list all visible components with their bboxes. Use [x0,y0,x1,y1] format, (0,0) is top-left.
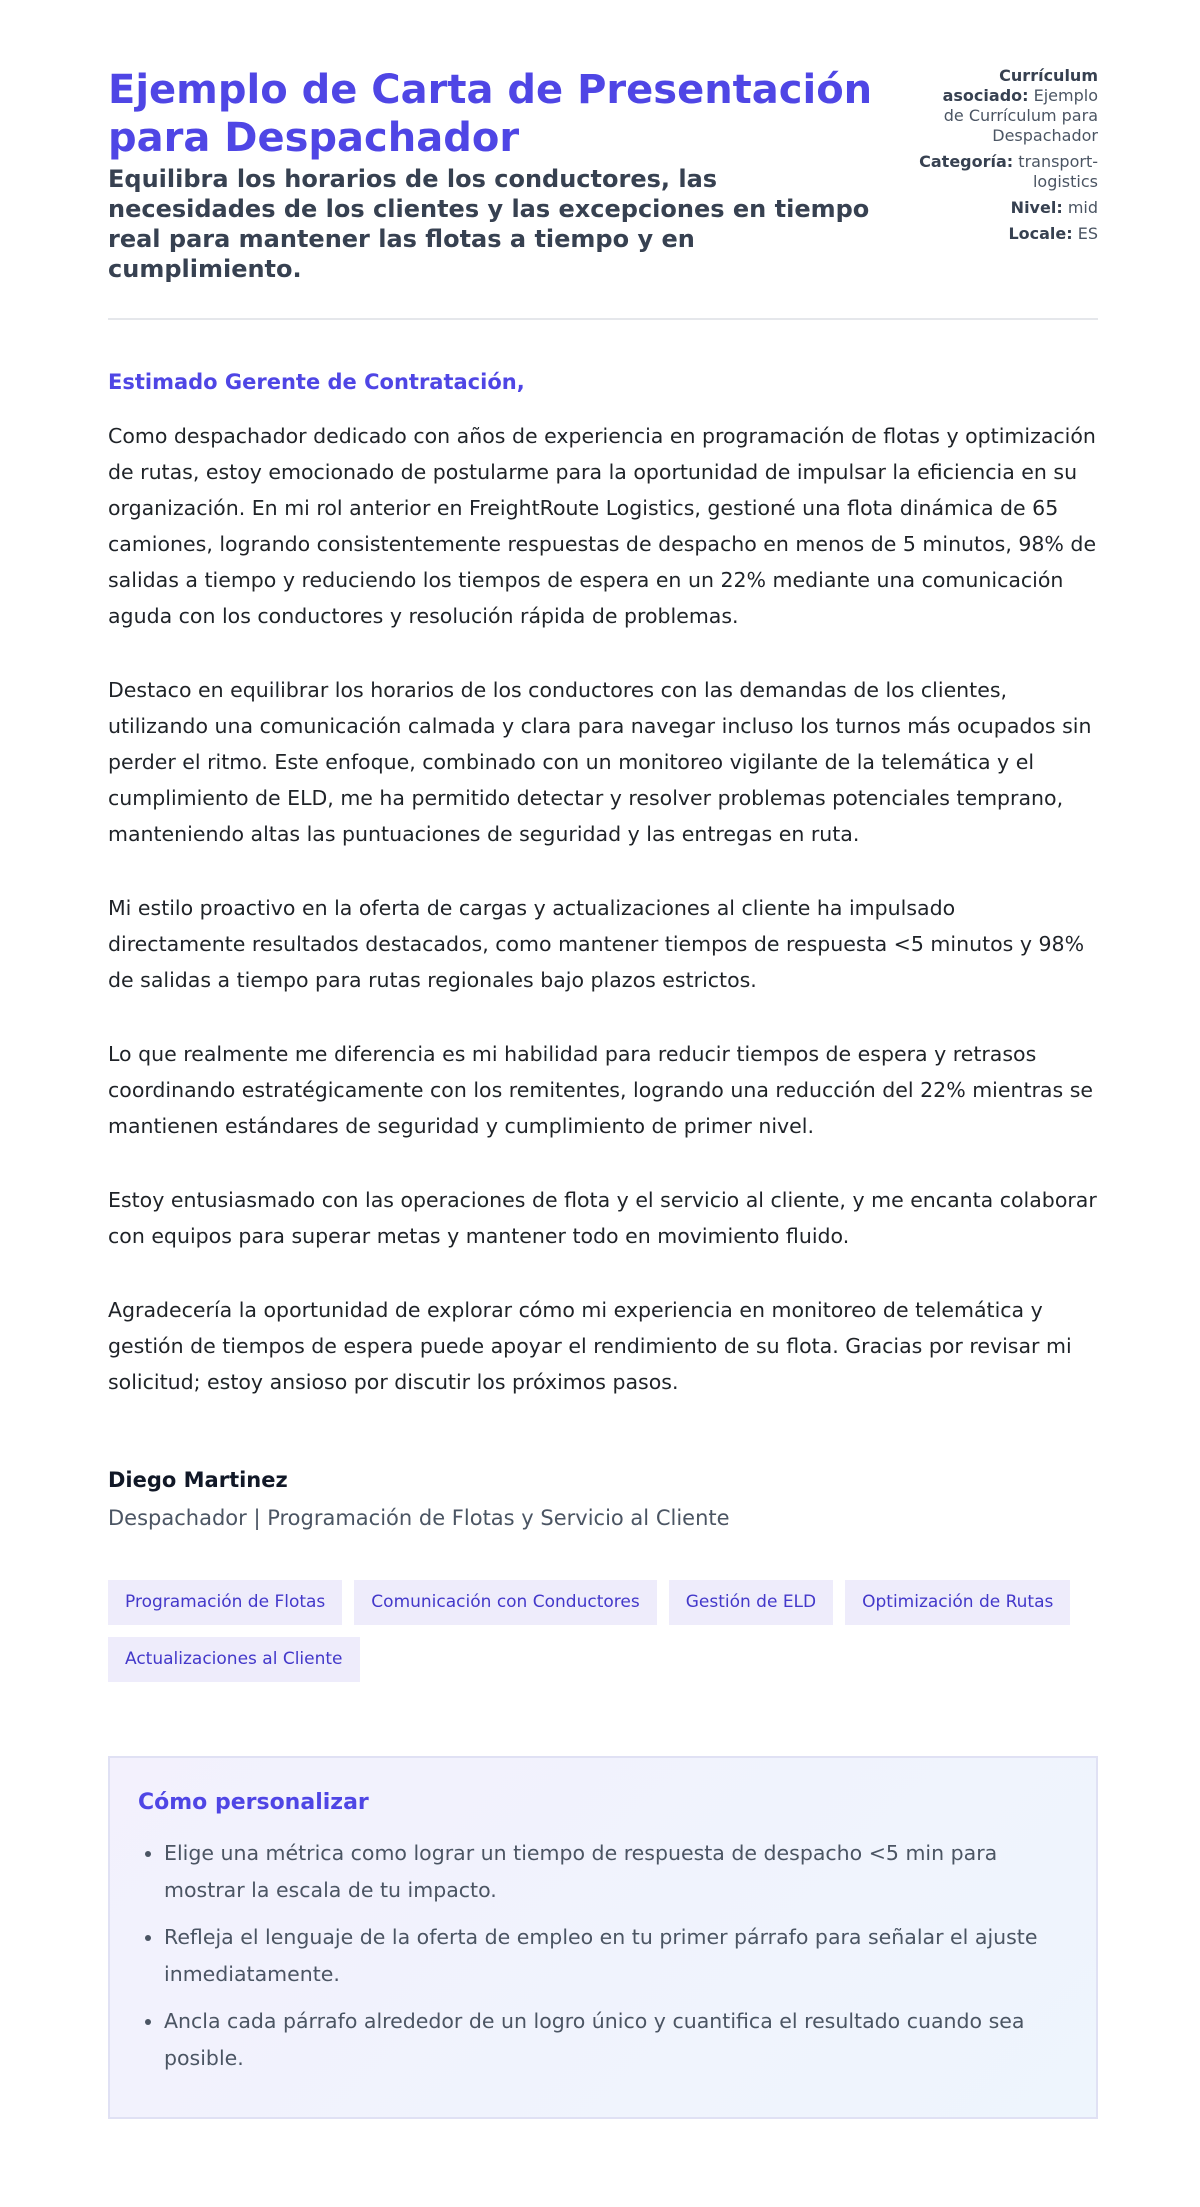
letter-paragraph: Destaco en equilibrar los horarios de los conductores con las demandas de los clientes, utilizando una comunicación calmada y clara para navegar incluso los turnos más ocupados sin perder el ritmo. Este enfoque, combinado con un monitoreo vigilante de la telemática y el cumplimiento de ELD, me ha permitido detectar y resolver problemas potenciales temprano, manteniendo altas las puntuaciones de seguridad y las entregas en ruta. [108,678,1092,846]
meta-level [918,198,1098,218]
meta-resume-value: Ejemplo de Currículum para Despachador [943,86,1098,145]
meta-panel [918,66,1098,250]
tip-item: • Ancla cada párrafo alrededor de un logro único y cuantifica el resultado cuando sea posible. [164,2003,1068,2076]
page-subtitle: Equilibra los horarios de los conductores, las necesidades de los clientes y las excepciones en tiempo real para mantener las flotas a tiempo y en cumplimiento. [108,165,870,283]
skill-tag: Gestión de ELD [669,1580,833,1625]
letter-paragraph: Lo que realmente me diferencia es mi habilidad para reducir tiempos de espera y retrasos coordinando estratégicamente con los remitentes, logrando una reducción del 22% mientras se mantienen estándares de seguridad y cumplimiento de primer nivel. [108,1042,1093,1138]
letter-paragraph: Mi estilo proactivo en la oferta de cargas y actualizaciones al cliente ha impulsado directamente resultados destacados, como mantener tiempos de respuesta <5 minutos y 98% de salidas a tiempo para rutas regionales bajo plazos estrictos. [108,896,1085,992]
letter-paragraph: Agradecería la oportunidad de explorar cómo mi experiencia en monitoreo de telemática y gestión de tiempos de espera puede apoyar el rendimiento de su flota. Gracias por revisar mi solicitud; estoy ansioso por discutir los próximos pasos. [108,1298,1072,1394]
title-block [108,66,888,284]
skill-tag: Actualizaciones al Cliente [108,1637,360,1682]
signature-name: Diego Martinez [108,1468,288,1492]
cover-letter-page [108,66,1098,2119]
meta-category-label: Categoría: [919,152,1014,171]
signature [108,1468,1098,1530]
meta-locale-value: ES [1077,224,1098,243]
page-title: Ejemplo de Carta de Presentación para Despachador [108,67,873,161]
meta-locale [918,224,1098,244]
tip-item: • Elige una métrica como lograr un tiempo de respuesta de despacho <5 min para mostrar la escala de tu impacto. [164,1835,1068,1908]
skill-tags [108,1580,1098,1682]
greeting: Estimado Gerente de Contratación, [108,370,525,394]
meta-locale-label: Locale: [1008,224,1073,243]
tips-title: Cómo personalizar [138,1790,369,1815]
signature-role: Despachador | Programación de Flotas y Servicio al Cliente [108,1506,730,1530]
letter-body [108,370,1098,1400]
meta-level-value: mid [1067,198,1098,217]
letter-paragraph: Estoy entusiasmado con las operaciones de flota y el servicio al cliente, y me encanta colaborar con equipos para superar metas y mantener todo en movimiento fluido. [108,1188,1097,1248]
letter-paragraph: Como despachador dedicado con años de experiencia en programación de flotas y optimización de rutas, estoy emocionado de postularme para la oportunidad de impulsar la eficiencia en su organización. En mi rol anterior en FreightRoute Logistics, gestioné una flota dinámica de 65 camiones, logrando consistentemente respuestas de despacho en menos de 5 minutos, 98% de salidas a tiempo y reduciendo los tiempos de espera en un 22% mediante una comunicación aguda con los conductores y resolución rápida de problemas. [108,424,1097,628]
meta-resume-label: Currículum asociado: [942,66,1098,105]
skill-tag: Programación de Flotas [108,1580,342,1625]
skill-tag: Optimización de Rutas [845,1580,1070,1625]
customization-tips [108,1756,1098,2119]
meta-resume [918,66,1098,146]
tip-item: • Refleja el lenguaje de la oferta de empleo en tu primer párrafo para señalar el ajuste inmediatamente. [164,1919,1068,1992]
meta-category-value: transport-logistics [1018,152,1098,191]
page-header [108,66,1098,320]
meta-category [918,152,1098,192]
meta-level-label: Nivel: [1010,198,1063,217]
tips-list [138,1835,1068,2076]
skill-tag: Comunicación con Conductores [354,1580,656,1625]
